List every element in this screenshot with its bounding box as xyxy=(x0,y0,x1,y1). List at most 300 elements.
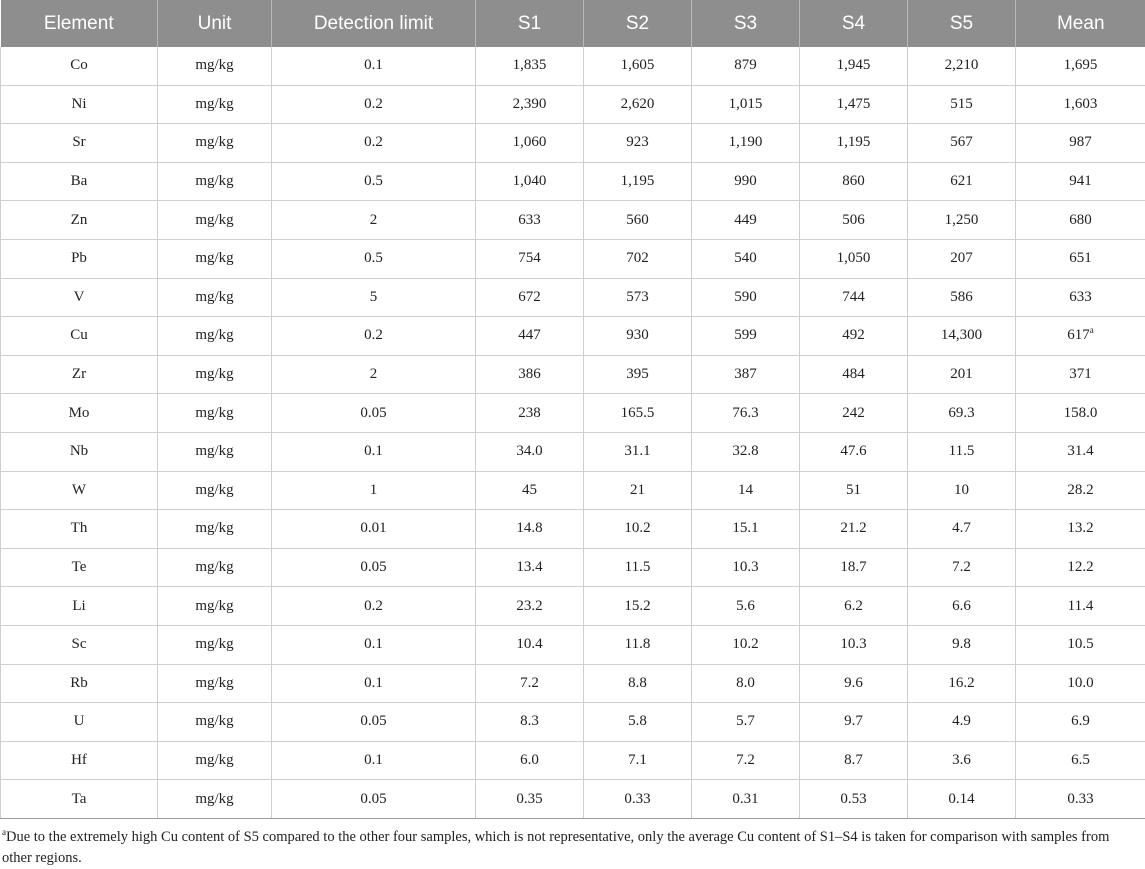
table-row xyxy=(1,703,1145,742)
cell-value: mg/kg xyxy=(195,289,233,305)
table-row xyxy=(1,471,1145,510)
cell-s4 xyxy=(800,664,908,703)
table-footnote xyxy=(0,819,1145,869)
cell-s2 xyxy=(584,548,692,587)
cell-unit xyxy=(158,355,272,394)
cell-value: 386 xyxy=(518,366,541,382)
cell-value: 560 xyxy=(626,212,649,228)
cell-mean xyxy=(1016,432,1145,471)
cell-s4 xyxy=(800,703,908,742)
table-row xyxy=(1,47,1145,85)
table-row xyxy=(1,664,1145,703)
table-row xyxy=(1,239,1145,278)
cell-value: mg/kg xyxy=(195,366,233,382)
cell-unit xyxy=(158,664,272,703)
cell-element xyxy=(1,355,158,394)
cell-unit xyxy=(158,471,272,510)
cell-s4 xyxy=(800,317,908,356)
cell-value: 0.05 xyxy=(360,559,386,575)
column-header-element: Element xyxy=(1,0,158,47)
cell-value: Mo xyxy=(69,405,90,421)
cell-s5 xyxy=(908,124,1016,163)
cell-value: 47.6 xyxy=(840,443,866,459)
cell-element xyxy=(1,780,158,819)
cell-value: 13.4 xyxy=(516,559,542,575)
cell-value: 9.6 xyxy=(844,675,863,691)
cell-value: Th xyxy=(71,520,88,536)
cell-element xyxy=(1,548,158,587)
cell-s2 xyxy=(584,741,692,780)
cell-value: 2,620 xyxy=(621,96,655,112)
cell-mean xyxy=(1016,239,1145,278)
cell-value: Pb xyxy=(71,250,87,266)
cell-value: 21.2 xyxy=(840,520,866,536)
cell-value: mg/kg xyxy=(195,559,233,575)
cell-value: Sr xyxy=(72,134,85,150)
cell-value: 754 xyxy=(518,250,541,266)
cell-value: 9.7 xyxy=(844,713,863,729)
column-header-s3: S3 xyxy=(692,0,800,47)
cell-value: mg/kg xyxy=(195,752,233,768)
cell-value: 10.2 xyxy=(624,520,650,536)
cell-unit xyxy=(158,625,272,664)
cell-value: 0.53 xyxy=(840,791,866,807)
cell-value: 8.0 xyxy=(736,675,755,691)
cell-value: 8.3 xyxy=(520,713,539,729)
cell-value: 506 xyxy=(842,212,865,228)
cell-value: 7.1 xyxy=(628,752,647,768)
cell-unit xyxy=(158,510,272,549)
cell-s2 xyxy=(584,47,692,85)
cell-value: 10.3 xyxy=(840,636,866,652)
cell-value: 0.1 xyxy=(364,752,383,768)
cell-unit xyxy=(158,394,272,433)
cell-value: mg/kg xyxy=(195,598,233,614)
cell-value: 16.2 xyxy=(948,675,974,691)
cell-s3 xyxy=(692,278,800,317)
cell-s3 xyxy=(692,47,800,85)
cell-s2 xyxy=(584,664,692,703)
cell-element xyxy=(1,741,158,780)
cell-s3 xyxy=(692,471,800,510)
cell-mean xyxy=(1016,162,1145,201)
cell-mean xyxy=(1016,355,1145,394)
cell-s1 xyxy=(476,239,584,278)
table-header xyxy=(1,0,1145,47)
cell-value: 0.05 xyxy=(360,405,386,421)
cell-s4 xyxy=(800,278,908,317)
cell-value: 15.2 xyxy=(624,598,650,614)
cell-detection-limit xyxy=(272,317,476,356)
cell-value: mg/kg xyxy=(195,791,233,807)
cell-s2 xyxy=(584,587,692,626)
cell-value: 2,210 xyxy=(945,57,979,73)
cell-value: Sc xyxy=(72,636,87,652)
cell-value: 8.8 xyxy=(628,675,647,691)
cell-value: mg/kg xyxy=(195,327,233,343)
cell-detection-limit xyxy=(272,201,476,240)
cell-value: 990 xyxy=(734,173,757,189)
cell-value: 9.8 xyxy=(952,636,971,652)
cell-value: 930 xyxy=(626,327,649,343)
cell-value: mg/kg xyxy=(195,636,233,652)
cell-element xyxy=(1,471,158,510)
cell-s3 xyxy=(692,625,800,664)
cell-s1 xyxy=(476,201,584,240)
cell-value: 1,015 xyxy=(729,96,763,112)
cell-s4 xyxy=(800,162,908,201)
cell-s1 xyxy=(476,278,584,317)
cell-s2 xyxy=(584,394,692,433)
cell-s3 xyxy=(692,510,800,549)
cell-mean xyxy=(1016,510,1145,549)
cell-value: 0.31 xyxy=(732,791,758,807)
cell-s1 xyxy=(476,317,584,356)
cell-value: 2,390 xyxy=(513,96,547,112)
cell-value: 2 xyxy=(370,212,378,228)
cell-value: 633 xyxy=(1069,289,1092,305)
cell-value: 1,605 xyxy=(621,57,655,73)
cell-value: 492 xyxy=(842,327,865,343)
cell-detection-limit xyxy=(272,703,476,742)
cell-value: 14 xyxy=(738,482,753,498)
cell-value: 540 xyxy=(734,250,757,266)
cell-detection-limit xyxy=(272,85,476,124)
cell-value: 6.5 xyxy=(1071,752,1090,768)
cell-value: 0.1 xyxy=(364,443,383,459)
cell-s3 xyxy=(692,741,800,780)
cell-value: V xyxy=(74,289,85,305)
column-header-unit: Unit xyxy=(158,0,272,47)
cell-mean xyxy=(1016,471,1145,510)
cell-value: 34.0 xyxy=(516,443,542,459)
cell-value: 0.2 xyxy=(364,598,383,614)
cell-s5 xyxy=(908,741,1016,780)
table-row xyxy=(1,510,1145,549)
cell-value: 744 xyxy=(842,289,865,305)
cell-unit xyxy=(158,548,272,587)
cell-value: 567 xyxy=(950,134,973,150)
cell-value: 0.14 xyxy=(948,791,974,807)
cell-value: 702 xyxy=(626,250,649,266)
cell-s2 xyxy=(584,703,692,742)
cell-element xyxy=(1,432,158,471)
cell-mean xyxy=(1016,780,1145,819)
cell-mean xyxy=(1016,587,1145,626)
cell-value: 242 xyxy=(842,405,865,421)
cell-value: 621 xyxy=(950,173,973,189)
cell-detection-limit xyxy=(272,548,476,587)
cell-value: 1,195 xyxy=(837,134,871,150)
cell-s4 xyxy=(800,85,908,124)
cell-value: 0.33 xyxy=(1067,791,1093,807)
cell-s2 xyxy=(584,780,692,819)
cell-s2 xyxy=(584,317,692,356)
cell-value: 0.2 xyxy=(364,327,383,343)
cell-value: mg/kg xyxy=(195,520,233,536)
cell-value: 69.3 xyxy=(948,405,974,421)
cell-value: 10 xyxy=(954,482,969,498)
footnote-text: Due to the extremely high Cu content of S5 compared to the other four samples, which is not representative, only the average Cu content of S1–S4 is taken for comparison with samples from other regions. xyxy=(2,829,1109,866)
footnote-mark: a xyxy=(2,827,6,837)
cell-s3 xyxy=(692,394,800,433)
table-row xyxy=(1,278,1145,317)
cell-value: 651 xyxy=(1069,250,1092,266)
cell-element xyxy=(1,47,158,85)
cell-detection-limit xyxy=(272,124,476,163)
cell-unit xyxy=(158,317,272,356)
table-row xyxy=(1,625,1145,664)
cell-value: Cu xyxy=(70,327,88,343)
cell-value: 1,835 xyxy=(513,57,547,73)
cell-value: 1 xyxy=(370,482,378,498)
cell-s1 xyxy=(476,548,584,587)
cell-value: 14.8 xyxy=(516,520,542,536)
cell-value: Ba xyxy=(71,173,88,189)
cell-s5 xyxy=(908,625,1016,664)
cell-value: 4.7 xyxy=(952,520,971,536)
cell-value: 1,050 xyxy=(837,250,871,266)
cell-value: 387 xyxy=(734,366,757,382)
cell-detection-limit xyxy=(272,432,476,471)
cell-value: mg/kg xyxy=(195,675,233,691)
cell-detection-limit xyxy=(272,664,476,703)
cell-s4 xyxy=(800,239,908,278)
cell-s1 xyxy=(476,587,584,626)
cell-value: 1,060 xyxy=(513,134,547,150)
cell-detection-limit xyxy=(272,162,476,201)
cell-value: mg/kg xyxy=(195,212,233,228)
cell-s5 xyxy=(908,780,1016,819)
cell-element xyxy=(1,162,158,201)
cell-s5 xyxy=(908,664,1016,703)
cell-value: 10.3 xyxy=(732,559,758,575)
cell-unit xyxy=(158,239,272,278)
column-header-s1: S1 xyxy=(476,0,584,47)
column-header-detection-limit: Detection limit xyxy=(272,0,476,47)
cell-s4 xyxy=(800,432,908,471)
cell-element xyxy=(1,278,158,317)
cell-value: 10.5 xyxy=(1067,636,1093,652)
cell-s4 xyxy=(800,510,908,549)
cell-s3 xyxy=(692,162,800,201)
cell-value: 617 xyxy=(1067,327,1090,343)
cell-value: 0.05 xyxy=(360,791,386,807)
cell-value: mg/kg xyxy=(195,250,233,266)
cell-detection-limit xyxy=(272,625,476,664)
cell-s5 xyxy=(908,162,1016,201)
cell-value: 860 xyxy=(842,173,865,189)
cell-value: 4.9 xyxy=(952,713,971,729)
cell-s5 xyxy=(908,278,1016,317)
cell-value: U xyxy=(74,713,85,729)
cell-s3 xyxy=(692,85,800,124)
cell-value: 5.8 xyxy=(628,713,647,729)
cell-s1 xyxy=(476,85,584,124)
cell-s5 xyxy=(908,548,1016,587)
table-row xyxy=(1,85,1145,124)
cell-value: Hf xyxy=(71,752,87,768)
cell-value: 10.4 xyxy=(516,636,542,652)
cell-s2 xyxy=(584,239,692,278)
footnote-reference-mark: a xyxy=(1090,325,1094,335)
cell-value: 10.2 xyxy=(732,636,758,652)
cell-value: 23.2 xyxy=(516,598,542,614)
cell-s3 xyxy=(692,780,800,819)
table-row xyxy=(1,741,1145,780)
cell-value: 672 xyxy=(518,289,541,305)
cell-value: 3.6 xyxy=(952,752,971,768)
cell-value: 6.2 xyxy=(844,598,863,614)
cell-value: 238 xyxy=(518,405,541,421)
cell-mean xyxy=(1016,394,1145,433)
cell-s5 xyxy=(908,587,1016,626)
table-row xyxy=(1,587,1145,626)
cell-element xyxy=(1,85,158,124)
cell-mean xyxy=(1016,664,1145,703)
cell-s3 xyxy=(692,587,800,626)
cell-value: 32.8 xyxy=(732,443,758,459)
cell-value: 7.2 xyxy=(520,675,539,691)
cell-element xyxy=(1,124,158,163)
cell-value: mg/kg xyxy=(195,96,233,112)
cell-element xyxy=(1,703,158,742)
cell-s1 xyxy=(476,471,584,510)
cell-element xyxy=(1,201,158,240)
cell-unit xyxy=(158,201,272,240)
cell-value: 31.1 xyxy=(624,443,650,459)
cell-s5 xyxy=(908,471,1016,510)
cell-value: 879 xyxy=(734,57,757,73)
cell-value: 680 xyxy=(1069,212,1092,228)
cell-s5 xyxy=(908,317,1016,356)
cell-mean xyxy=(1016,548,1145,587)
cell-value: 1,475 xyxy=(837,96,871,112)
cell-s3 xyxy=(692,432,800,471)
cell-value: 6.6 xyxy=(952,598,971,614)
table-body xyxy=(1,47,1145,818)
cell-s1 xyxy=(476,703,584,742)
table-row xyxy=(1,162,1145,201)
cell-value: Co xyxy=(70,57,88,73)
cell-value: 515 xyxy=(950,96,973,112)
cell-s1 xyxy=(476,47,584,85)
cell-element xyxy=(1,587,158,626)
table-row xyxy=(1,780,1145,819)
cell-s2 xyxy=(584,124,692,163)
cell-value: 51 xyxy=(846,482,861,498)
cell-value: 45 xyxy=(522,482,537,498)
cell-s1 xyxy=(476,355,584,394)
cell-value: 7.2 xyxy=(736,752,755,768)
column-header-s5: S5 xyxy=(908,0,1016,47)
cell-value: 0.05 xyxy=(360,713,386,729)
cell-s1 xyxy=(476,780,584,819)
cell-mean xyxy=(1016,201,1145,240)
cell-value: Te xyxy=(72,559,87,575)
cell-unit xyxy=(158,587,272,626)
cell-value: 395 xyxy=(626,366,649,382)
cell-s1 xyxy=(476,510,584,549)
cell-value: 599 xyxy=(734,327,757,343)
cell-value: 207 xyxy=(950,250,973,266)
cell-unit xyxy=(158,780,272,819)
cell-s3 xyxy=(692,239,800,278)
cell-detection-limit xyxy=(272,355,476,394)
table-row xyxy=(1,317,1145,356)
cell-value: 6.9 xyxy=(1071,713,1090,729)
cell-element xyxy=(1,664,158,703)
table-row xyxy=(1,124,1145,163)
cell-element xyxy=(1,317,158,356)
cell-unit xyxy=(158,703,272,742)
cell-mean xyxy=(1016,278,1145,317)
cell-value: 573 xyxy=(626,289,649,305)
cell-mean xyxy=(1016,703,1145,742)
cell-value: 0.35 xyxy=(516,791,542,807)
cell-value: 0.2 xyxy=(364,134,383,150)
cell-value: 12.2 xyxy=(1067,559,1093,575)
cell-mean xyxy=(1016,741,1145,780)
cell-mean xyxy=(1016,625,1145,664)
cell-detection-limit xyxy=(272,471,476,510)
cell-value: 5.6 xyxy=(736,598,755,614)
cell-s4 xyxy=(800,201,908,240)
cell-s2 xyxy=(584,471,692,510)
cell-value: 586 xyxy=(950,289,973,305)
cell-s2 xyxy=(584,278,692,317)
cell-value: 0.01 xyxy=(360,520,386,536)
cell-value: 0.1 xyxy=(364,636,383,652)
cell-s5 xyxy=(908,47,1016,85)
cell-unit xyxy=(158,85,272,124)
cell-value: mg/kg xyxy=(195,57,233,73)
cell-value: 158.0 xyxy=(1064,405,1098,421)
cell-detection-limit xyxy=(272,741,476,780)
cell-value: 0.5 xyxy=(364,250,383,266)
cell-mean xyxy=(1016,317,1145,356)
cell-s1 xyxy=(476,664,584,703)
table-row xyxy=(1,355,1145,394)
cell-s5 xyxy=(908,239,1016,278)
cell-s3 xyxy=(692,201,800,240)
cell-s4 xyxy=(800,741,908,780)
cell-value: mg/kg xyxy=(195,713,233,729)
cell-value: 0.1 xyxy=(364,675,383,691)
cell-value: 1,603 xyxy=(1064,96,1098,112)
cell-value: 28.2 xyxy=(1067,482,1093,498)
column-header-mean: Mean xyxy=(1016,0,1145,47)
cell-value: 165.5 xyxy=(621,405,655,421)
cell-value: 201 xyxy=(950,366,973,382)
cell-s3 xyxy=(692,664,800,703)
table-row xyxy=(1,201,1145,240)
column-header-s2: S2 xyxy=(584,0,692,47)
cell-value: 10.0 xyxy=(1067,675,1093,691)
cell-value: 21 xyxy=(630,482,645,498)
cell-value: 1,195 xyxy=(621,173,655,189)
cell-value: Rb xyxy=(70,675,88,691)
cell-value: mg/kg xyxy=(195,482,233,498)
cell-s4 xyxy=(800,780,908,819)
header-row xyxy=(1,0,1145,47)
cell-value: 6.0 xyxy=(520,752,539,768)
cell-value: mg/kg xyxy=(195,134,233,150)
table-row xyxy=(1,432,1145,471)
cell-element xyxy=(1,625,158,664)
cell-s2 xyxy=(584,432,692,471)
cell-value: 7.2 xyxy=(952,559,971,575)
